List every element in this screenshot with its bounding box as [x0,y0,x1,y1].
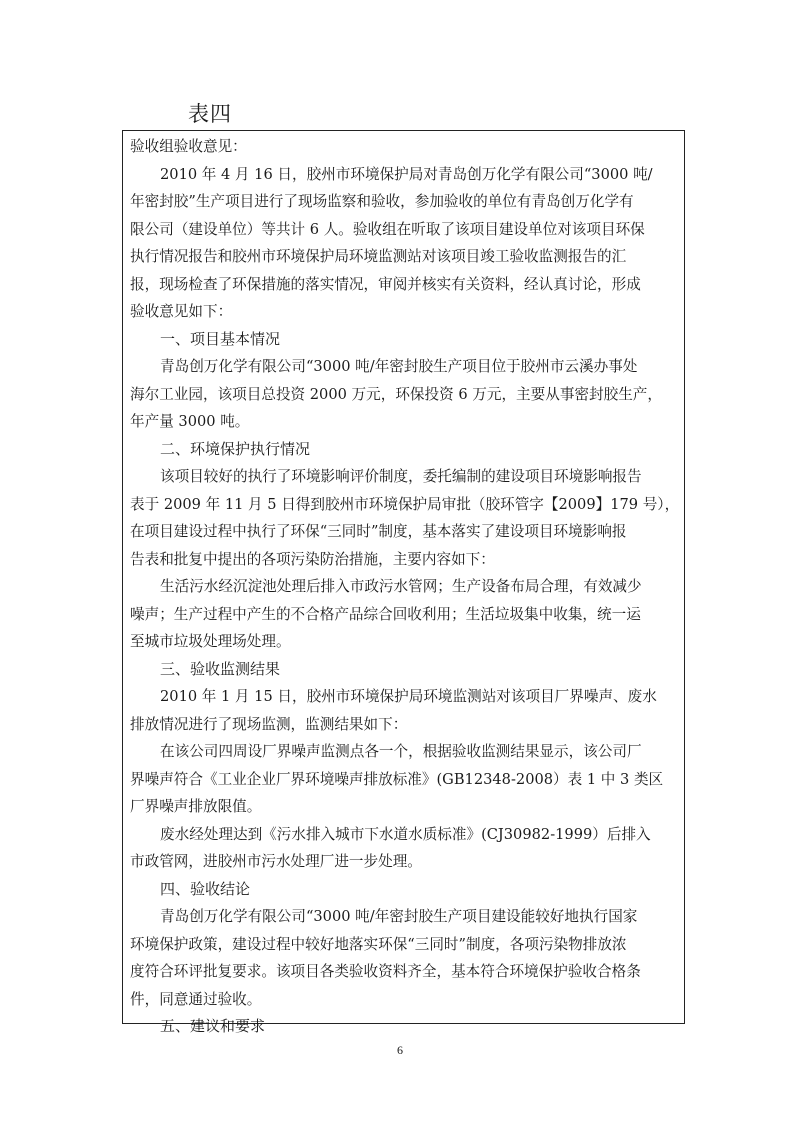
sections [130,326,680,1041]
text-line: 件，同意通过验收。 [130,990,262,1008]
text-line: 年产量 3000 吨。 [130,413,250,430]
section [130,1013,680,1041]
text-line: 厂界噪声排放限值。 [130,798,262,815]
paragraph [130,683,680,738]
paragraph [130,463,680,573]
section-heading: 五、建议和要求 [160,1017,266,1035]
text-line: 青岛创万化学有限公司“3000 吨/年密封胶生产项目位于胶州市云溪办事处 [160,358,638,375]
text-line: 生活污水经沉淀池处理后排入市政污水管网；生产设备布局合理，有效减少 [160,578,642,595]
text-line: 在该公司四周设厂界噪声监测点各一个，根据验收监测结果显示，该公司厂 [160,743,642,760]
text-line: 该项目较好的执行了环境影响评价制度，委托编制的建设项目环境影响报告 [160,468,642,485]
intro-paragraph [130,161,680,326]
opinion-label: 验收组验收意见： [130,138,247,155]
text-line: 废水经处理达到《污水排入城市下水道水质标准》(CJ30982-1999）后排入 [160,825,651,843]
section-heading: 三、验收监测结果 [160,659,281,678]
section [130,656,680,876]
text-line: 界噪声符合《工业企业厂界环境噪声排放标准》(GB12348-2008）表 1 中 3 类区 [130,770,664,788]
text-line: 表于 2009 年 11 月 5 日得到胶州市环境保护局审批（胶环管字【2009】179 号）， [130,495,680,513]
table-title: 表四 [188,102,232,126]
section [130,326,680,436]
text-line: 噪声；生产过程中产生的不合格产品综合回收利用；生活垃圾集中收集，统一运 [130,605,641,623]
text-line: 验收意见如下： [130,303,233,320]
section [130,436,680,656]
text-line: 至城市垃圾处理场处理。 [130,633,291,650]
text-line: 海尔工业园，该项目总投资 2000 万元，环保投资 6 万元，主要从事密封胶生产， [130,385,662,403]
paragraph [130,821,680,876]
text-line: 环境保护政策，建设过程中较好地落实环保“三同时”制度，各项污染物排放浓 [130,935,627,953]
text-line: 告表和批复中提出的各项污染防治措施，主要内容如下： [130,550,495,568]
text-line: 排放情况进行了现场监测，监测结果如下： [130,715,408,733]
paragraph [130,353,680,436]
section-heading: 二、环境保护执行情况 [160,439,311,458]
page-number: 6 [397,1043,403,1057]
text-line: 2010 年 4 月 16 日，胶州市环境保护局对青岛创万化学有限公司“3000 吨/ [160,165,653,183]
section-heading: 一、项目基本情况 [160,329,281,348]
text-line: 青岛创万化学有限公司“3000 吨/年密封胶生产项目建设能较好地执行国家 [160,908,638,925]
section-heading: 四、验收结论 [160,879,251,898]
text-line: 市政管网，进胶州市污水处理厂进一步处理。 [130,853,422,870]
text-line: 2010 年 1 月 15 日，胶州市环境保护局环境监测站对该项目厂界噪声、废水 [160,688,657,705]
paragraph [130,903,680,1013]
text-line: 执行情况报告和胶州市环境保护局环境监测站对该项目竣工验收监测报告的汇 [130,248,627,265]
paragraph [130,573,680,656]
text-line: 报，现场检查了环保措施的落实情况，审阅并核实有关资料，经认真讨论，形成 [130,275,641,293]
text-line: 年密封胶”生产项目进行了现场监察和验收，参加验收的单位有青岛创万化学有 [130,193,634,210]
text-line: 限公司（建设单位）等共计 6 人。验收组在听取了该项目建设单位对该项目环保 [130,220,645,238]
opinion-content [130,133,680,1041]
text-line: 在项目建设过程中执行了环保“三同时”制度，基本落实了建设项目环境影响报 [130,523,627,540]
section [130,876,680,1014]
text-line: 度符合环评批复要求。该项目各类验收资料齐全，基本符合环境保护验收合格条 [130,963,641,980]
paragraph [130,738,680,821]
